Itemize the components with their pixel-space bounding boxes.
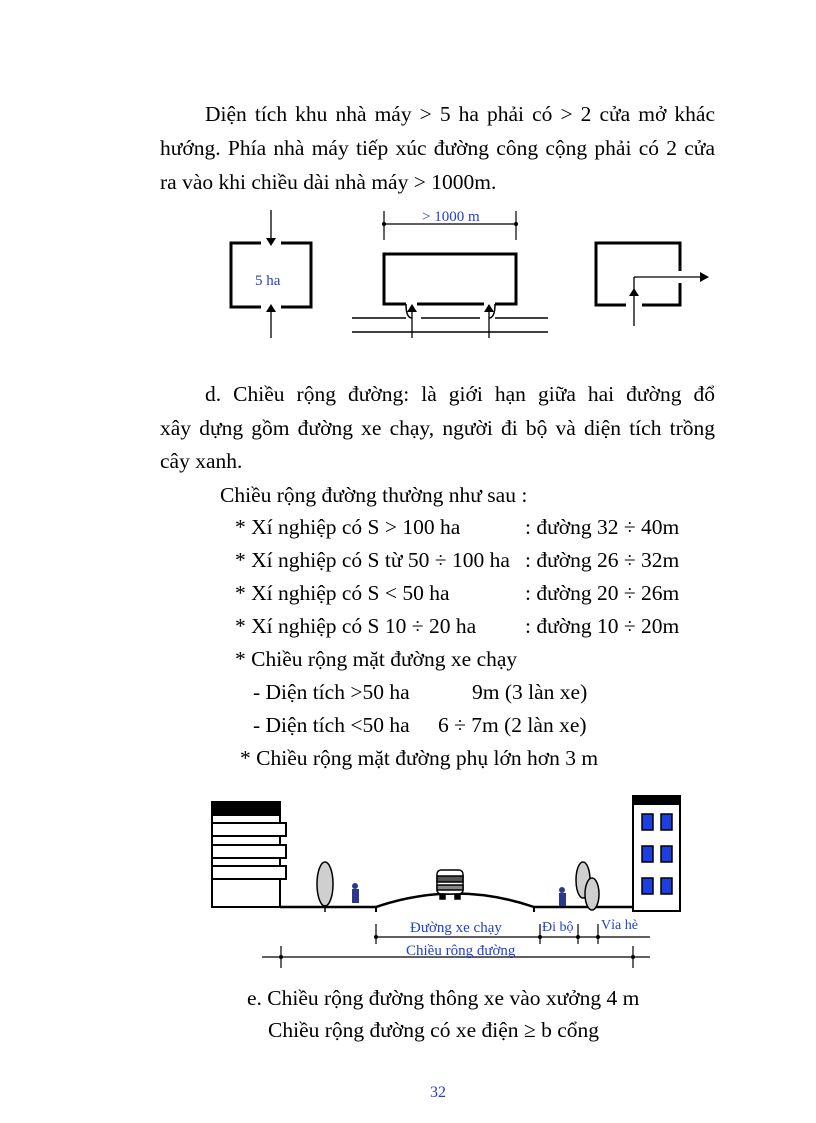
width-row-1-right: : đường 32 ÷ 40m: [525, 515, 680, 539]
page-number: 32: [430, 1084, 446, 1101]
tree-right: [576, 862, 599, 910]
carriageway-title: * Chiều rộng mặt đường xe chạy: [235, 647, 518, 671]
road-width-label: Chiều rộng đường: [406, 943, 516, 959]
paragraph-1-line-3: ra vào khi chiều dài nhà máy > 1000m.: [160, 170, 497, 194]
paragraph-d-line-3: cây xanh.: [160, 449, 243, 473]
pavement-label: Vỉa hè: [601, 918, 638, 933]
width-row-2-right: : đường 26 ÷ 32m: [525, 548, 680, 572]
width-row-2-left: * Xí nghiệp có S từ 50 ÷ 100 ha: [235, 548, 510, 572]
carriageway-row-2-left: - Diện tích <50 ha: [253, 713, 410, 737]
area-5ha-label: 5 ha: [255, 273, 281, 289]
paragraph-d-line-1: d. Chiều rộng đường: là giới hạn giữa hai đường đổ: [205, 382, 715, 406]
left-building: [212, 802, 286, 907]
width-row-4-left: * Xí nghiệp có S 10 ÷ 20 ha: [235, 614, 477, 638]
side-road-note: * Chiều rộng mặt đường phụ lớn hơn 3 m: [240, 746, 599, 770]
tree-left: [317, 862, 333, 912]
carriageway-row-1-right: 9m (3 làn xe): [472, 680, 588, 704]
width-row-3-right: : đường 20 ÷ 26m: [525, 581, 680, 605]
pedestrian-left: [352, 883, 359, 903]
length-1000m-label: > 1000 m: [422, 209, 480, 225]
carriageway-row-2-right: 6 ÷ 7m (2 làn xe): [438, 713, 587, 737]
paragraph-1-line-2: hướng. Phía nhà máy tiếp xúc đường công cộng phải có 2 cửa: [160, 136, 715, 160]
right-building: [633, 796, 680, 911]
carriageway-row-1-left: - Diện tích >50 ha: [253, 680, 410, 704]
vehicle: [437, 870, 463, 899]
width-row-1-left: * Xí nghiệp có S > 100 ha: [235, 515, 461, 539]
walkway-label: Đi bộ: [542, 920, 574, 935]
paragraph-1-line-1: Diện tích khu nhà máy > 5 ha phải có > 2 cửa mở khác: [205, 102, 715, 126]
carriageway-label: Đường xe chạy: [410, 920, 502, 936]
width-row-3-left: * Xí nghiệp có S < 50 ha: [235, 581, 450, 605]
paragraph-e-line-2: Chiều rộng đường có xe điện ≥ b cổng: [268, 1018, 599, 1042]
paragraph-e-line-1: e. Chiều rộng đường thông xe vào xưởng 4 m: [247, 986, 640, 1010]
width-row-4-right: : đường 10 ÷ 20m: [525, 614, 680, 638]
paragraph-d-line-2: xây dựng gồm đường xe chạy, người đi bộ và diện tích trồng: [160, 416, 715, 440]
road-width-intro: Chiều rộng đường thường như sau :: [220, 483, 528, 507]
pedestrian-right: [559, 887, 566, 906]
